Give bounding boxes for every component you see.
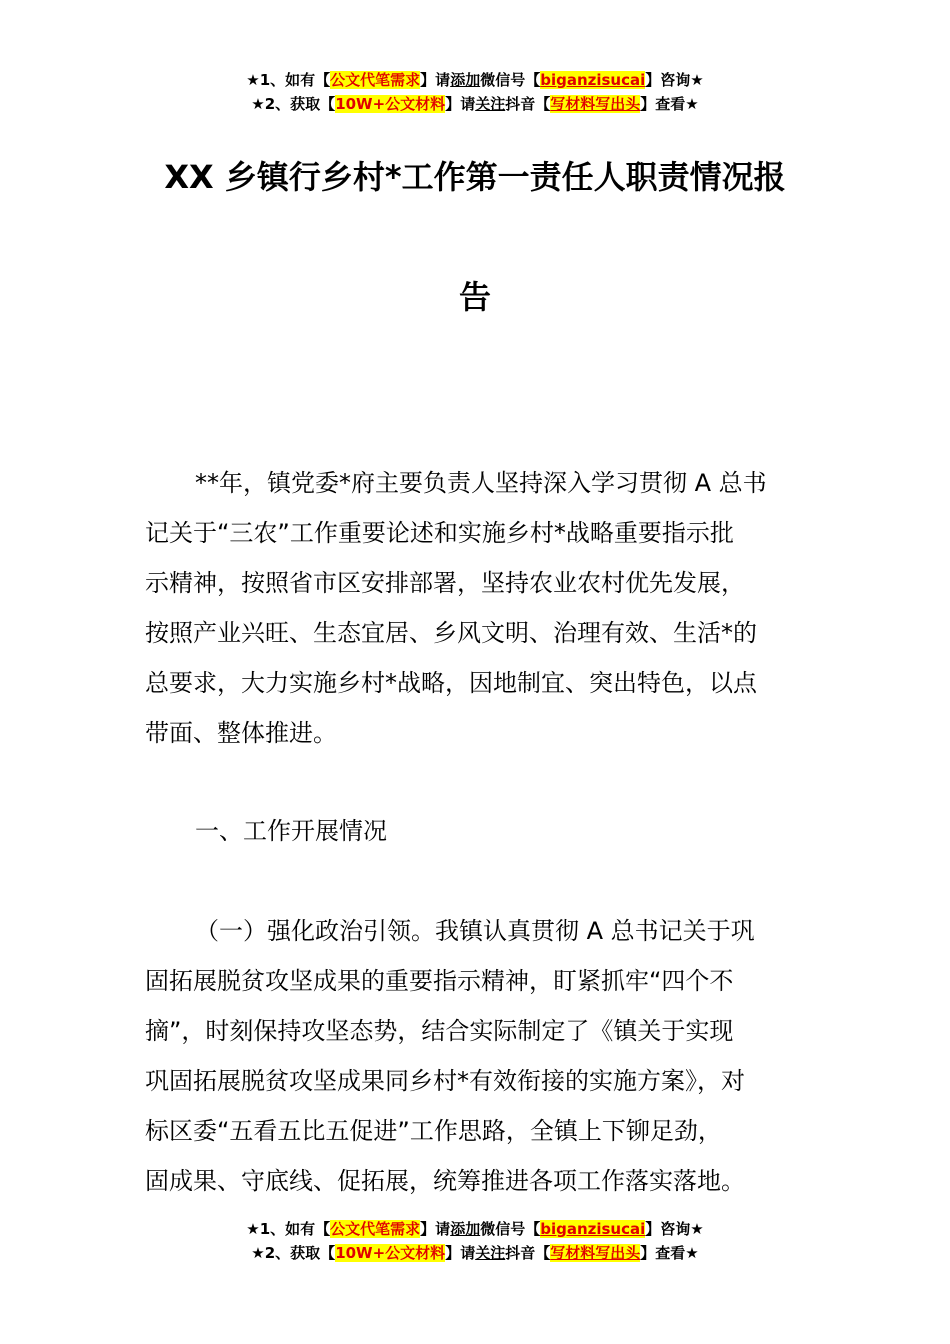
text-line: **年，镇党委*府主要负责人坚持深入学习贯彻 A 总书 <box>195 469 767 497</box>
banner-line-2 <box>0 1241 950 1265</box>
text: 】咨询★ <box>645 1220 704 1238</box>
document-title-line-1: XX 乡镇行乡村*工作第一责任人职责情况报 <box>164 158 786 196</box>
text: ★2、获取【 <box>251 95 336 113</box>
text: ★1、如有【 <box>246 71 331 89</box>
text: 】请 <box>420 71 451 89</box>
text: 】查看★ <box>640 1244 699 1262</box>
text-line: 摘”，时刻保持攻坚态势，结合实际制定了《镇关于实现 <box>145 1017 734 1045</box>
text: 关注 <box>475 1244 506 1262</box>
text-line: （一）强化政治引领。我镇认真贯彻 A 总书记关于巩 <box>195 917 755 945</box>
text: 】查看★ <box>640 95 699 113</box>
section-heading <box>145 806 815 856</box>
douyin-id: 写材料写出头 <box>550 1244 641 1262</box>
text: 关注 <box>475 95 506 113</box>
text: 抖音【 <box>505 95 551 113</box>
text: 】请 <box>445 1244 476 1262</box>
douyin-id: 写材料写出头 <box>550 95 641 113</box>
promo-banner-top <box>0 68 950 116</box>
text-line: 总要求，大力实施乡村*战略，因地制宜、突出特色，以点 <box>145 669 757 697</box>
banner-line-1 <box>0 68 950 92</box>
highlight-text: 公文代笔需求 <box>330 1220 421 1238</box>
banner-line-2 <box>0 92 950 116</box>
paragraph-intro <box>145 458 815 758</box>
text-line: 固拓展脱贫攻坚成果的重要指示精神，盯紧抓牢“四个不 <box>145 967 734 995</box>
text: 微信号【 <box>480 71 541 89</box>
text-line: 固成果、守底线、促拓展，统筹推进各项工作落实落地。 <box>145 1167 745 1195</box>
text: 】咨询★ <box>645 71 704 89</box>
text: ★2、获取【 <box>251 1244 336 1262</box>
promo-banner-bottom <box>0 1217 950 1265</box>
text-line: 巩固拓展脱贫攻坚成果同乡村*有效衔接的实施方案》，对 <box>145 1067 745 1095</box>
text-line: 示精神，按照省市区安排部署，坚持农业农村优先发展， <box>145 569 745 597</box>
text: 】请 <box>420 1220 451 1238</box>
text-line: 按照产业兴旺、生态宜居、乡风文明、治理有效、生活*的 <box>145 619 757 647</box>
document-title-line-2: 告 <box>458 278 491 316</box>
text-line: 标区委“五看五比五促进”工作思路，全镇上下铆足劲， <box>145 1117 722 1145</box>
text: ★1、如有【 <box>246 1220 331 1238</box>
text: 】请 <box>445 95 476 113</box>
highlight-text: 公文代笔需求 <box>330 71 421 89</box>
highlight-text: 10W+公文材料 <box>335 1244 446 1262</box>
text: 抖音【 <box>505 1244 551 1262</box>
text: 添加 <box>450 1220 481 1238</box>
text: 添加 <box>450 71 481 89</box>
banner-line-1 <box>0 1217 950 1241</box>
paragraph-political-leadership <box>145 906 815 1206</box>
text-line: 带面、整体推进。 <box>145 719 337 747</box>
heading-text: 一、工作开展情况 <box>195 817 387 845</box>
text: 微信号【 <box>480 1220 541 1238</box>
wechat-id: biganzisucai <box>540 1220 646 1238</box>
wechat-id: biganzisucai <box>540 71 646 89</box>
highlight-text: 10W+公文材料 <box>335 95 446 113</box>
text-line: 记关于“三农”工作重要论述和实施乡村*战略重要指示批 <box>145 519 734 547</box>
